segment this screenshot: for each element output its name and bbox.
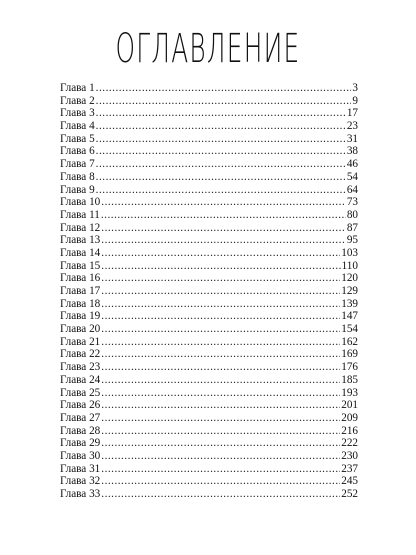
toc-entry-page-number: 73 [346, 196, 358, 209]
toc-entry [60, 488, 358, 501]
toc-dot-leader [101, 209, 346, 222]
toc-entry-label: Глава 9 [60, 183, 95, 196]
toc-dot-leader [101, 450, 340, 463]
toc-dot-leader [101, 247, 340, 260]
toc-entry-label: Глава 28 [60, 424, 101, 437]
toc-entry-page-number: 9 [352, 94, 358, 107]
toc-entry-page-number: 216 [341, 424, 358, 437]
table-of-contents [60, 82, 358, 501]
toc-dot-leader [101, 285, 340, 298]
toc-dot-leader [101, 310, 340, 323]
toc-entry [60, 222, 358, 235]
toc-entry [60, 310, 358, 323]
toc-entry-label: Глава 19 [60, 310, 101, 323]
toc-entry [60, 145, 358, 158]
toc-dot-leader [96, 120, 346, 133]
toc-entry-label: Глава 17 [60, 285, 101, 297]
toc-entry-page-number: 120 [341, 272, 358, 285]
toc-entry [60, 272, 358, 285]
toc-entry-page-number: 95 [346, 234, 358, 247]
toc-entry-label: Глава 5 [60, 132, 95, 145]
toc-entry-page-number: 209 [341, 411, 358, 424]
toc-entry [60, 323, 358, 336]
toc-entry [60, 82, 358, 95]
toc-entry-label: Глава 31 [60, 462, 101, 475]
toc-entry-page-number: 80 [346, 208, 358, 221]
toc-dot-leader [101, 399, 340, 412]
toc-entry-label: Глава 1 [60, 82, 95, 94]
toc-entry-page-number: 64 [346, 183, 358, 196]
toc-dot-leader [101, 475, 340, 488]
toc-entry-page-number: 110 [341, 259, 358, 272]
toc-entry-page-number: 162 [341, 335, 358, 348]
toc-entry-page-number: 154 [341, 323, 358, 336]
toc-entry-page-number: 252 [341, 488, 358, 500]
toc-dot-leader [101, 323, 340, 336]
toc-dot-leader [101, 425, 340, 438]
toc-entry [60, 463, 358, 476]
toc-entry-label: Глава 22 [60, 348, 101, 361]
toc-dot-leader [101, 336, 340, 349]
toc-entry [60, 234, 358, 247]
toc-entry [60, 158, 358, 171]
toc-dot-leader [96, 95, 352, 108]
toc-dot-leader [96, 145, 346, 158]
toc-entry-label: Глава 24 [60, 373, 101, 386]
toc-entry-label: Глава 13 [60, 234, 101, 247]
toc-entry-label: Глава 7 [60, 158, 95, 171]
toc-dot-leader [96, 133, 346, 146]
toc-entry-page-number: 23 [346, 120, 358, 133]
toc-entry-label: Глава 25 [60, 386, 101, 399]
toc-entry [60, 298, 358, 311]
toc-entry-label: Глава 2 [60, 94, 95, 107]
toc-dot-leader [101, 361, 340, 374]
toc-entry [60, 437, 358, 450]
toc-entry-label: Глава 14 [60, 246, 101, 259]
toc-entry [60, 107, 358, 120]
toc-dot-leader [101, 387, 340, 400]
toc-entry-label: Глава 8 [60, 170, 95, 183]
toc-dot-leader [101, 412, 340, 425]
toc-entry-label: Глава 3 [60, 107, 95, 120]
toc-entry-page-number: 147 [341, 310, 358, 323]
toc-entry [60, 450, 358, 463]
toc-dot-leader [96, 171, 346, 184]
toc-dot-leader [101, 272, 340, 285]
toc-entry [60, 374, 358, 387]
toc-entry-page-number: 46 [346, 158, 358, 171]
toc-entry [60, 120, 358, 133]
page-title: ОГЛАВЛЕНИЕ [115, 26, 301, 72]
toc-entry [60, 184, 358, 197]
toc-entry-page-number: 38 [346, 145, 358, 158]
toc-entry-page-number: 3 [352, 82, 358, 94]
toc-entry [60, 387, 358, 400]
toc-entry [60, 348, 358, 361]
toc-dot-leader [101, 234, 346, 247]
toc-entry [60, 285, 358, 298]
toc-entry [60, 95, 358, 108]
toc-entry [60, 171, 358, 184]
toc-dot-leader [96, 82, 352, 95]
toc-dot-leader [101, 437, 340, 450]
toc-dot-leader [96, 107, 346, 120]
toc-entry-page-number: 176 [341, 361, 358, 374]
toc-entry-label: Глава 26 [60, 399, 101, 412]
toc-dot-leader [101, 348, 340, 361]
toc-entry-label: Глава 20 [60, 323, 101, 336]
toc-entry-page-number: 17 [346, 107, 358, 120]
toc-entry [60, 475, 358, 488]
toc-entry-label: Глава 23 [60, 361, 101, 374]
toc-dot-leader [96, 158, 346, 171]
toc-dot-leader [101, 374, 340, 387]
toc-dot-leader [96, 184, 346, 197]
toc-entry-page-number: 139 [341, 297, 358, 310]
toc-entry [60, 399, 358, 412]
toc-entry-label: Глава 10 [60, 196, 101, 209]
toc-dot-leader [101, 488, 340, 501]
toc-entry-page-number: 87 [346, 221, 358, 234]
toc-entry-page-number: 31 [346, 132, 358, 145]
toc-entry-page-number: 54 [346, 170, 358, 183]
toc-entry-label: Глава 12 [60, 221, 101, 234]
toc-dot-leader [101, 260, 340, 273]
toc-entry [60, 247, 358, 260]
toc-entry-label: Глава 18 [60, 297, 101, 310]
toc-entry [60, 260, 358, 273]
toc-entry-page-number: 237 [341, 462, 358, 475]
toc-entry [60, 209, 358, 222]
toc-entry [60, 196, 358, 209]
toc-dot-leader [101, 222, 346, 235]
toc-entry-page-number: 245 [341, 475, 358, 488]
toc-entry-label: Глава 6 [60, 145, 95, 158]
toc-entry-label: Глава 15 [60, 259, 101, 272]
toc-entry-page-number: 193 [341, 386, 358, 399]
toc-entry-page-number: 222 [341, 437, 358, 450]
toc-entry-label: Глава 30 [60, 449, 101, 462]
toc-entry-page-number: 129 [341, 285, 358, 297]
toc-entry [60, 133, 358, 146]
toc-entry-page-number: 103 [341, 246, 358, 259]
toc-entry-label: Глава 11 [60, 208, 100, 221]
toc-entry-page-number: 230 [341, 449, 358, 462]
toc-entry [60, 361, 358, 374]
toc-entry-page-number: 185 [341, 373, 358, 386]
toc-entry-label: Глава 27 [60, 411, 101, 424]
toc-entry-label: Глава 4 [60, 120, 95, 133]
toc-dot-leader [101, 196, 346, 209]
toc-entry [60, 425, 358, 438]
toc-entry [60, 336, 358, 349]
toc-entry-label: Глава 29 [60, 437, 101, 450]
toc-entry-label: Глава 16 [60, 272, 101, 285]
toc-entry-label: Глава 21 [60, 335, 101, 348]
toc-entry-label: Глава 32 [60, 475, 101, 488]
toc-dot-leader [101, 298, 340, 311]
toc-dot-leader [101, 463, 340, 476]
toc-entry-label: Глава 33 [60, 488, 101, 500]
toc-entry [60, 412, 358, 425]
toc-entry-page-number: 201 [341, 399, 358, 412]
toc-entry-page-number: 169 [341, 348, 358, 361]
